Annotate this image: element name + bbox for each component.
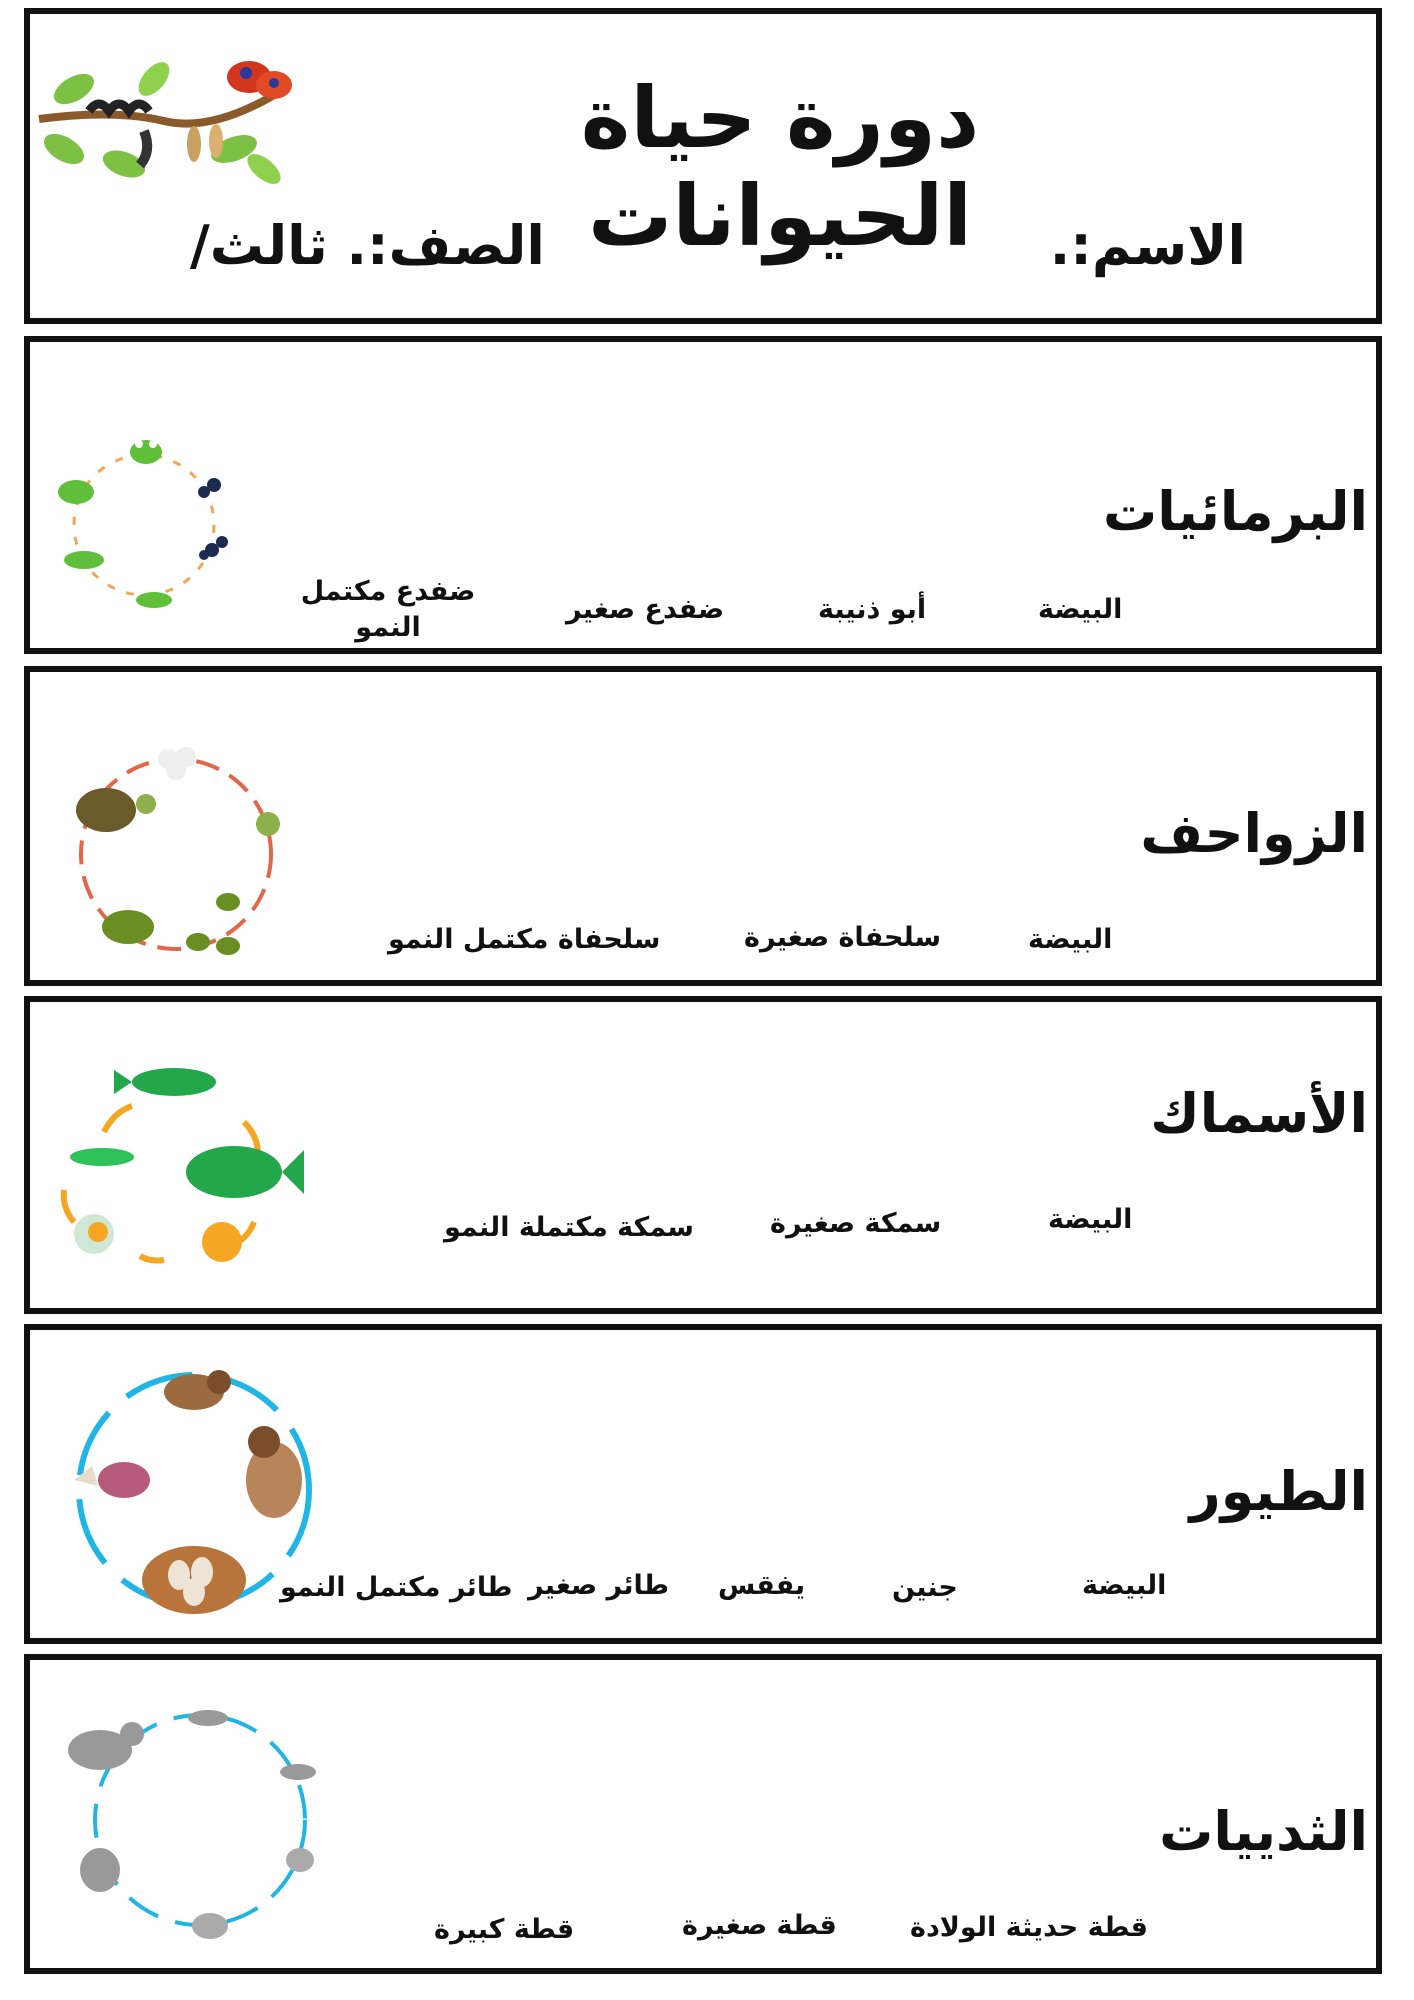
stage-egg: البيضة xyxy=(1048,1204,1133,1235)
section-birds xyxy=(24,1324,1382,1644)
section-fish xyxy=(24,996,1382,1314)
stage-young-bird: طائر صغير xyxy=(528,1570,670,1601)
stage-hatchling-turtle: سلحفاة صغيرة xyxy=(744,922,942,953)
cat-lifecycle-icon xyxy=(50,1690,330,1950)
turtle-lifecycle-icon xyxy=(48,742,288,972)
stage-embryo: جنين xyxy=(892,1572,958,1603)
section-reptiles xyxy=(24,666,1382,986)
stage-egg: البيضة xyxy=(1028,924,1113,955)
fish-lifecycle-icon xyxy=(44,1052,304,1272)
stage-egg: البيضة xyxy=(1082,1570,1167,1601)
butterfly-metamorphosis-icon xyxy=(34,49,294,189)
section-title-reptiles: الزواحف xyxy=(1140,802,1368,865)
frog-lifecycle-icon xyxy=(44,430,244,620)
section-title-fish: الأسماك xyxy=(1150,1082,1368,1145)
stage-adult-bird: طائر مكتمل النمو xyxy=(280,1572,513,1603)
stage-hatching: يفقس xyxy=(718,1570,806,1601)
name-label: الاسم:. xyxy=(1049,214,1246,277)
stage-young-cat: قطة صغيرة xyxy=(682,1910,837,1941)
stage-newborn-kitten: قطة حديثة الولادة xyxy=(910,1912,1148,1943)
stage-adult-cat: قطة كبيرة xyxy=(434,1914,575,1945)
stage-egg: البيضة xyxy=(1038,594,1123,625)
section-title-amphibians: البرمائيات xyxy=(1103,480,1368,543)
stage-adult-turtle: سلحفاة مكتمل النمو xyxy=(388,924,661,955)
stage-young-fish: سمكة صغيرة xyxy=(770,1208,942,1239)
section-amphibians xyxy=(24,336,1382,654)
page-title: دورة حياة الحيوانات xyxy=(580,69,980,265)
header-box xyxy=(24,8,1382,324)
stage-froglet: ضفدع صغير xyxy=(566,594,725,625)
stage-adult-frog: ضفدع مكتمل النمو xyxy=(300,576,476,644)
section-title-birds: الطيور xyxy=(1189,1460,1368,1523)
stage-tadpole: أبو ذنيبة xyxy=(818,594,927,625)
stage-adult-fish: سمكة مكتملة النمو xyxy=(444,1212,694,1243)
grade-label: الصف:. ثالث/ xyxy=(190,214,545,277)
section-title-mammals: الثدييات xyxy=(1159,1800,1368,1863)
section-mammals xyxy=(24,1654,1382,1974)
